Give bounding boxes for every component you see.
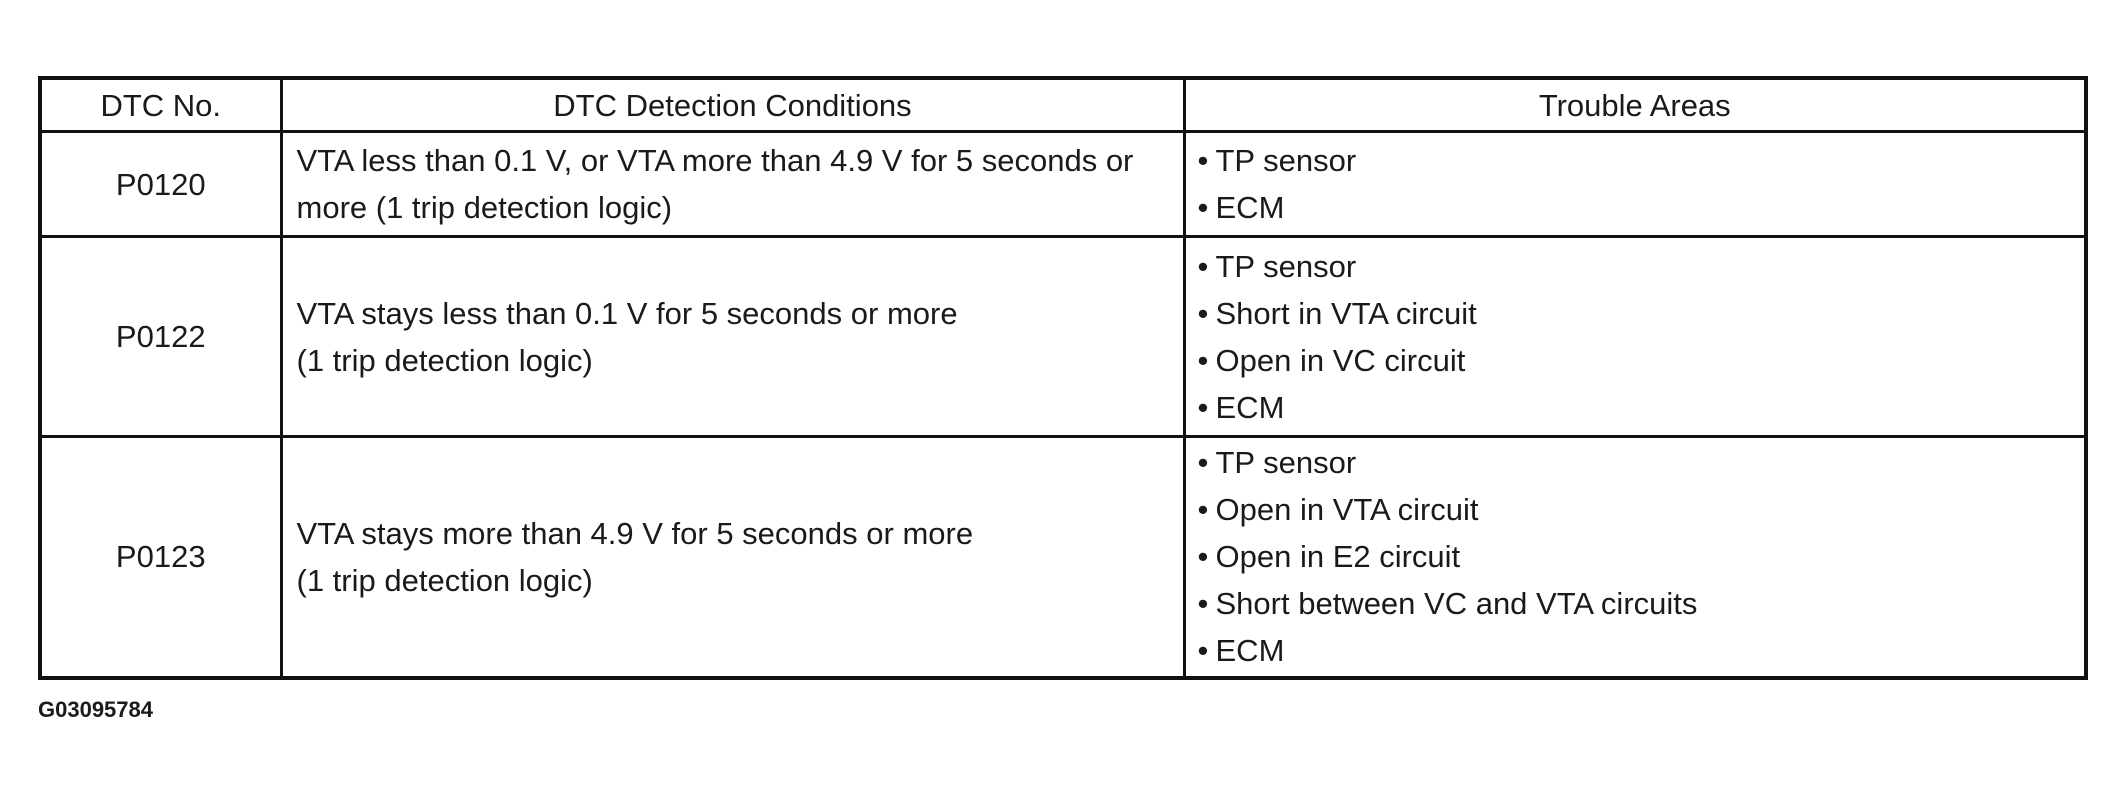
list-item: • TP sensor	[1198, 243, 2085, 290]
trouble-areas	[1184, 132, 2086, 237]
table-header-row	[40, 78, 2086, 132]
condition-line: more (1 trip detection logic)	[296, 190, 673, 225]
condition-line: VTA less than 0.1 V, or VTA more than 4.9 V for 5 seconds or	[296, 143, 1134, 178]
header-dtc-no: DTC No.	[40, 78, 281, 132]
list-item: • ECM	[1198, 184, 2085, 231]
condition-line: (1 trip detection logic)	[296, 342, 593, 378]
header-detection-conditions: DTC Detection Conditions	[281, 78, 1184, 132]
detection-condition	[281, 437, 1184, 678]
detection-condition	[281, 132, 1184, 237]
dtc-code: P0120	[40, 132, 281, 237]
trouble-area-list	[1198, 243, 2085, 431]
figure-id: G03095784	[38, 697, 153, 722]
condition-line: VTA stays more than 4.9 V for 5 seconds or more	[296, 515, 974, 551]
list-item: • Open in E2 circuit	[1198, 533, 2085, 580]
dtc-table	[38, 76, 2088, 680]
detection-condition	[281, 237, 1184, 437]
dtc-code: P0123	[40, 437, 281, 678]
trouble-areas	[1184, 237, 2086, 437]
list-item: • ECM	[1198, 627, 2085, 674]
condition-line: (1 trip detection logic)	[296, 562, 593, 598]
condition-line: VTA stays less than 0.1 V for 5 seconds or more	[296, 295, 958, 331]
table-row	[40, 437, 2086, 678]
trouble-area-list	[1198, 137, 2085, 231]
table-row	[40, 237, 2086, 437]
header-trouble-areas: Trouble Areas	[1184, 78, 2086, 132]
list-item: • Short between VC and VTA circuits	[1198, 580, 2085, 627]
list-item: • Short in VTA circuit	[1198, 290, 2085, 337]
trouble-area-list	[1198, 439, 2085, 674]
list-item: • Open in VTA circuit	[1198, 486, 2085, 533]
table-row	[40, 132, 2086, 237]
list-item: • TP sensor	[1198, 137, 2085, 184]
list-item: • TP sensor	[1198, 439, 2085, 486]
list-item: • ECM	[1198, 384, 2085, 431]
dtc-code: P0122	[40, 237, 281, 437]
list-item: • Open in VC circuit	[1198, 337, 2085, 384]
trouble-areas	[1184, 437, 2086, 678]
